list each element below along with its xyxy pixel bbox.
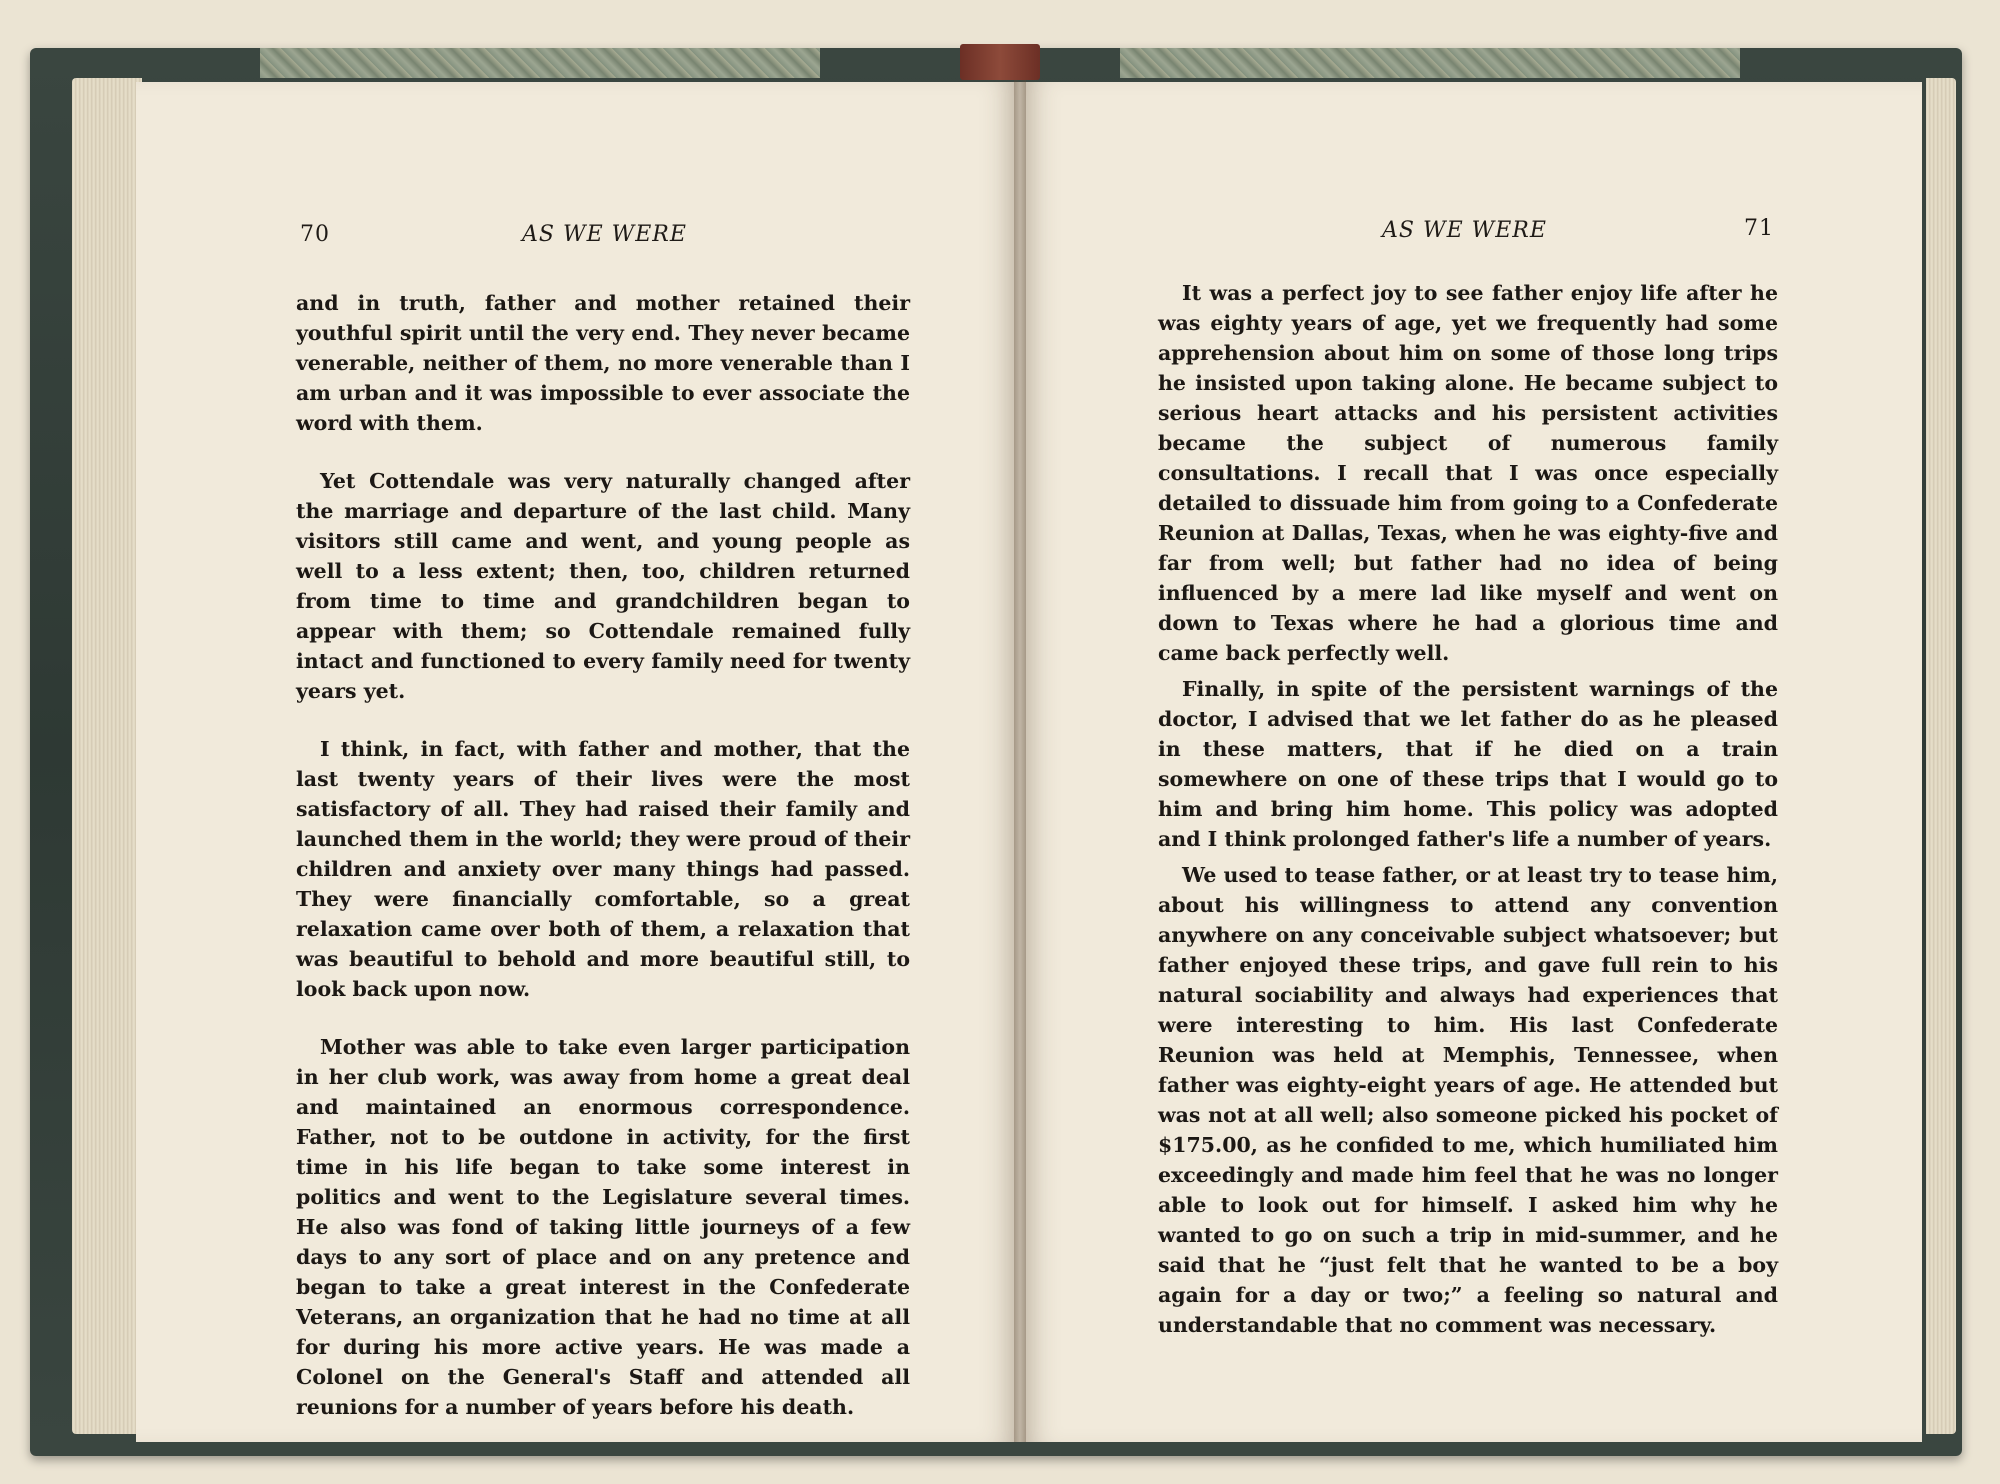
left-running-title: AS WE WERE [522,222,687,247]
book-gutter [1014,80,1026,1442]
paragraph: I think, in fact, with father and mother, that the last twenty years of their lives were the most satisfactory of all. They had raised their family and launched them in the world; they were proud of their children and anxiety over many things had passed. They were financially comfortable, so a great relaxation came over both of them, a relaxation that was beautiful to behold and more beautiful still, to look back upon now. [296,737,910,1001]
paragraph: and in truth, father and mother retained their youthful spirit until the very end. They never became venerable, neither of them, no more venerable than I am urban and it was impossible to ever associate the word with them. [296,291,910,435]
right-page [1020,82,1922,1442]
marbled-endpaper-right [1120,48,1740,78]
page-number: 71 [1744,216,1774,241]
page-edges-left [72,78,142,1434]
paragraph: Mother was able to take even larger participation in her club work, was away from home a great deal and maintained an enormous correspondence. Father, not to be outdone in activity, for the first time in his life began to take some interest in politics and went to the Legislature several times. He also was fond of taking little journeys of a few days to any sort of place and on any pretence and began to take a great interest in the Confederate Veterans, an organization that he had no time at all for during his more active years. He was made a Colonel on the General's Staff and attended all reunions for a number of years before his death. [296,1035,910,1419]
right-running-title: AS WE WERE [1382,218,1547,243]
spine-headband [960,44,1040,80]
paragraph: It was a perfect joy to see father enjoy life after he was eighty years of age, yet we frequently had some apprehension about him on some of those long trips he insisted upon taking alone. He became subject to serious heart attacks and his persistent activities became the subject of numerous family consultations. I recall that I was once especially detailed to dissuade him from going to a Confederate Reunion at Dallas, Texas, when he was eighty-five and far from well; but father had no idea of being influenced by a mere lad like myself and went on down to Texas where he had a glorious time and came back perfectly well. [1158,281,1778,665]
left-page [136,82,1020,1442]
left-page-number [300,222,330,247]
right-text-block [1158,278,1778,1340]
page-edges-right [1926,78,1956,1434]
right-page-number [1744,216,1774,241]
paragraph: Yet Cottendale was very naturally changed after the marriage and departure of the last child. Many visitors still came and went, and young people as well to a less extent; then, too, children returned from time to time and grandchildren began to appear with them; so Cottendale remained fully intact and functioned to every family need for twenty years yet. [296,469,910,703]
marbled-endpaper-left [260,48,820,78]
left-text-block [296,288,910,1422]
paragraph: We used to tease father, or at least try to tease him, about his willingness to attend any convention anywhere on any conceivable subject whatsoever; but father enjoyed these trips, and gave full rein to his natural sociability and always had experiences that were interesting to him. His last Confederate Reunion was held at Memphis, Tennessee, when father was eighty-eight years of age. He attended but was not at all well; also someone picked his pocket of $175.00, as he confided to me, which humiliated him exceedingly and made him feel that he was no longer able to look out for himself. I asked him why he wanted to go on such a trip in mid-summer, and he said that he “just felt that he wanted to be a boy again for a day or two;” a feeling so natural and understandable that no comment was necessary. [1158,863,1778,1337]
paragraph: Finally, in spite of the persistent warnings of the doctor, I advised that we let father do as he pleased in these matters, that if he died on a train somewhere on one of these trips that I would go to him and bring him home. This policy was adopted and I think prolonged father's life a number of years. [1158,677,1778,851]
page-number: 70 [300,222,330,247]
